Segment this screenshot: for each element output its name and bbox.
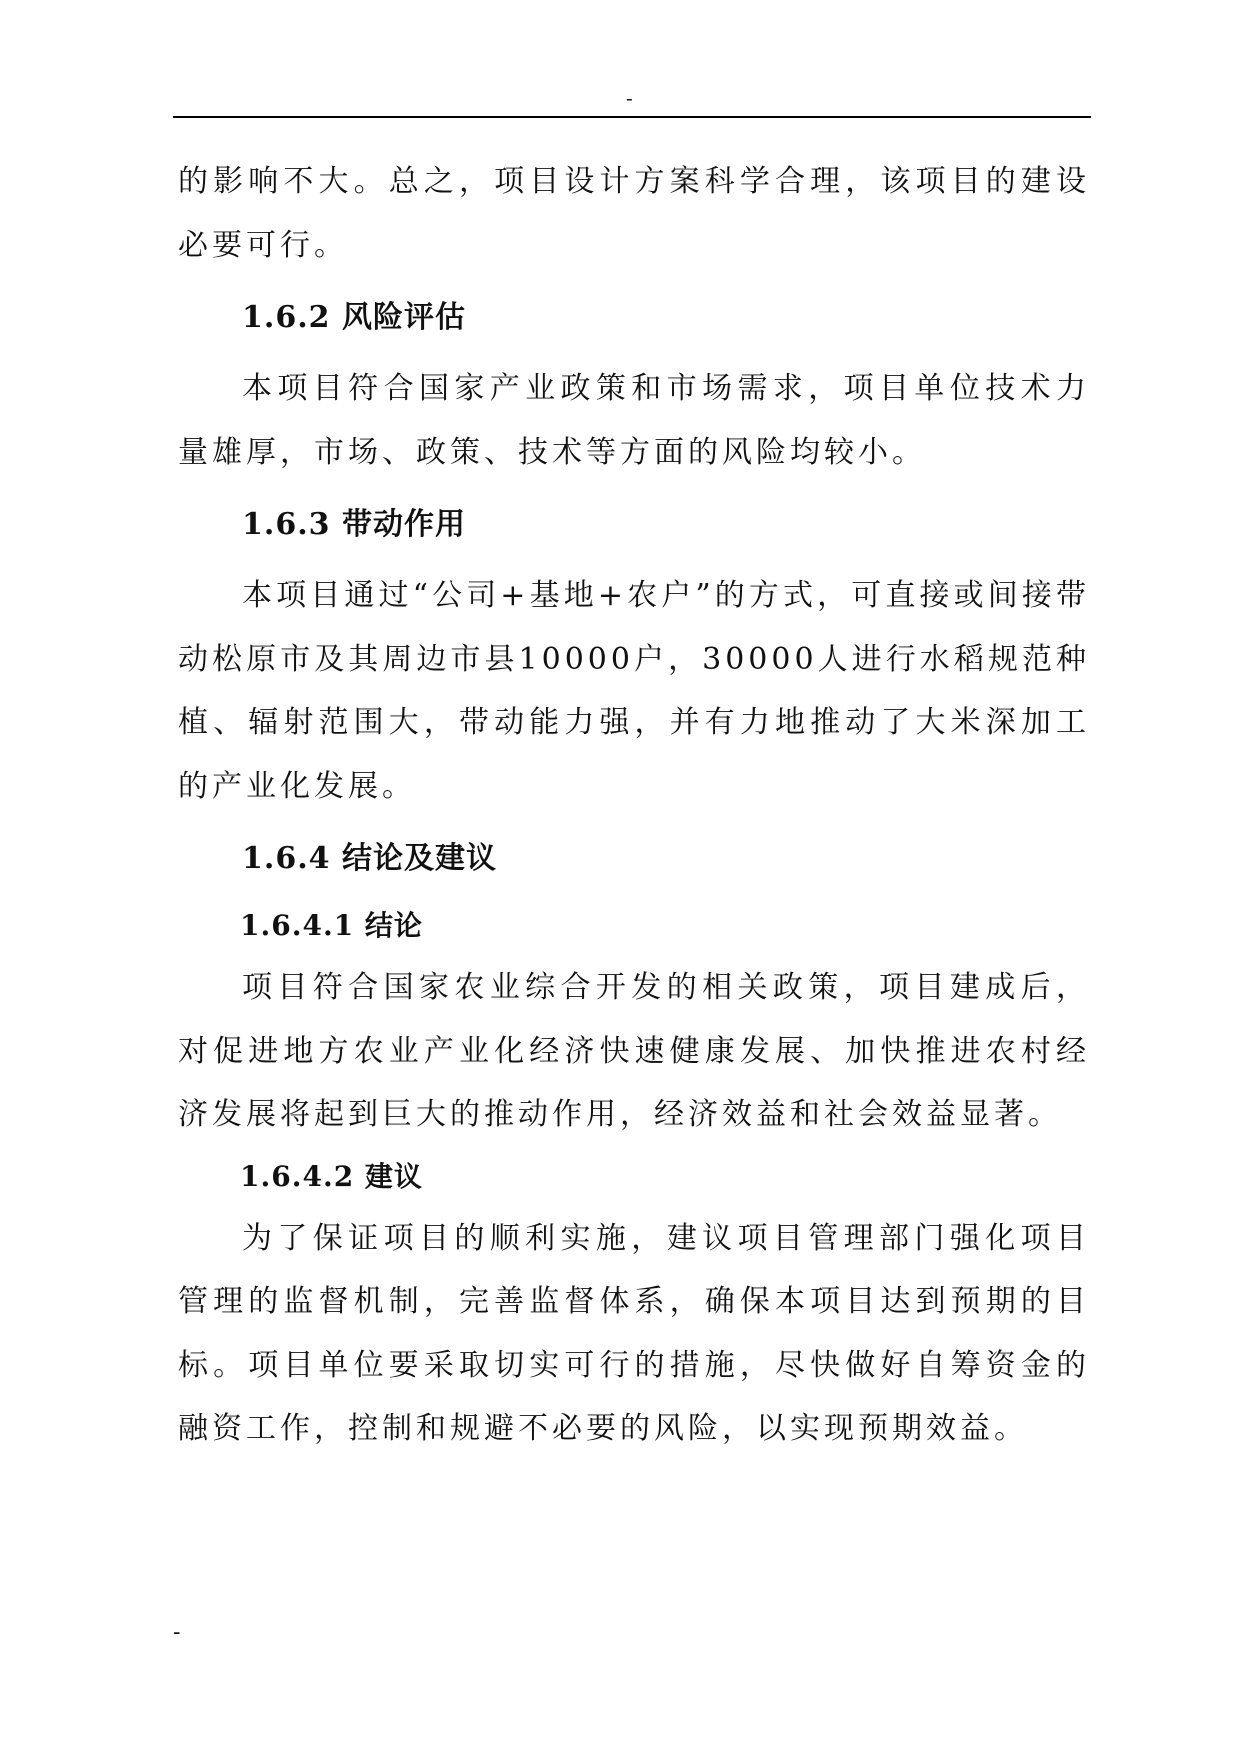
section-1-6-4-1-title: 1.6.4.1 结论	[240, 909, 423, 942]
header-rule	[173, 116, 1091, 118]
footer-mark: -	[173, 1620, 181, 1645]
intro-paragraph: 的影响不大。总之，项目设计方案科学合理，该项目的建设必要可行。	[178, 164, 1090, 263]
section-1-6-4-1-paragraph: 项目符合国家农业综合开发的相关政策，项目建成后，对促进地方农业产业化经济快速健康发展、加快推进农村经济发展将起到巨大的推动作用，经济效益和社会效益显著。	[178, 970, 1090, 1132]
document-body	[178, 150, 1090, 1461]
section-1-6-3-paragraph: 本项目通过“公司+基地+农户”的方式，可直接或间接带动松原市及其周边市县10000户，30000人进行水稻规范种植、辐射范围大，带动能力强，并有力地推动了大米深加工的产业化发展。	[178, 578, 1090, 804]
section-1-6-4-2-paragraph: 为了保证项目的顺利实施，建议项目管理部门强化项目管理的监督机制，完善监督体系，确保本项目达到预期的目标。项目单位要采取切实可行的措施，尽快做好自筹资金的融资工作，控制和规避不必要的风险，以实现预期效益。	[178, 1220, 1090, 1446]
section-1-6-4-title: 1.6.4 结论及建议	[242, 841, 497, 876]
section-1-6-2-title: 1.6.2 风险评估	[242, 300, 466, 335]
header-mark: -	[626, 86, 633, 110]
section-1-6-2-paragraph: 本项目符合国家产业政策和市场需求，项目单位技术力量雄厚，市场、政策、技术等方面的风险均较小。	[178, 371, 1090, 470]
section-1-6-3-title: 1.6.3 带动作用	[242, 507, 466, 542]
section-1-6-4-2-title: 1.6.4.2 建议	[240, 1159, 423, 1193]
